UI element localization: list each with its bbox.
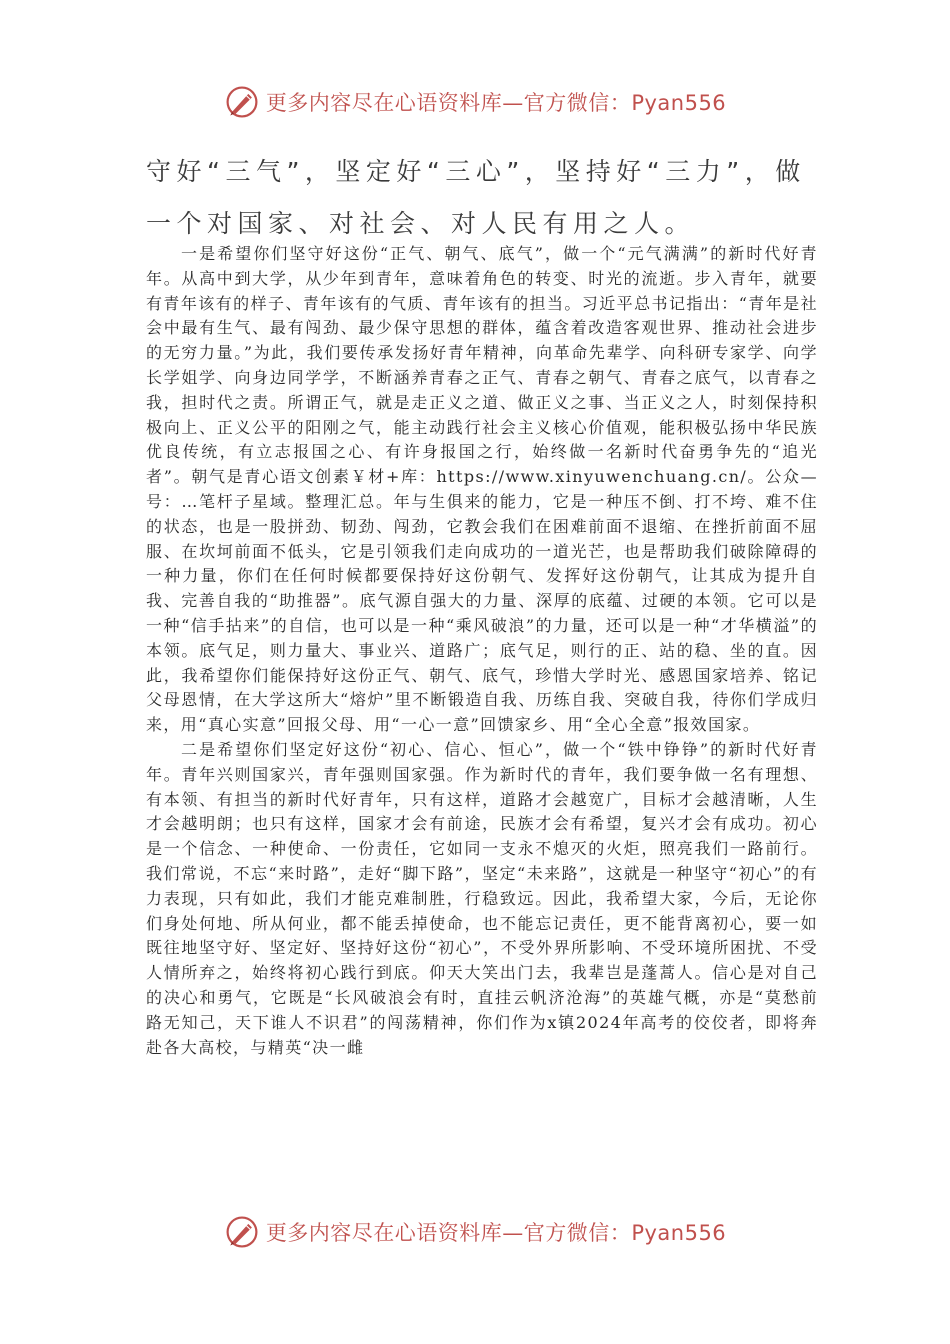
paragraph: 二是希望你们坚定好这份“初心、信心、恒心”，做一个“铁中铮铮”的新时代好青年。青年兴则国家兴，青年强则国家强。作为新时代的青年，我们要争做一名有理想、有本领、有担当的新时代好青年，只有这样，道路才会越宽广，目标才会越清晰，人生才会越明朗；也只有这样，国家才会有前途，民族才会有希望，复兴才会有成功。初心是一个信念、一种使命、一份责任，它如同一支永不熄灭的火炬，照亮我们一路前行。我们常说，不忘“来时路”，走好“脚下路”，坚定“未来路”，这就是一种坚守“初心”的有力表现，只有如此，我们才能克难制胜，行稳致远。因此，我希望大家，今后，无论你们身处何地、所从何业，都不能丢掉使命，也不能忘记责任，更不能背离初心，要一如既往地坚守好、坚定好、坚持好这份“初心”，不受外界所影响、不受环境所困扰、不受人情所弃之，始终将初心践行到底。仰天大笑出门去，我辈岂是蓬蒿人。信心是对自己的决心和勇气，它既是“长风破浪会有时，直挂云帆济沧海”的英雄气概，亦是“莫愁前路无知己，天下谁人不识君”的闯荡精神，你们作为x镇2024年高考的佼佼者，即将奔赴各大高校，与精英“决一雌	[146, 739, 818, 1057]
header-wechat-id: Pyan556	[631, 91, 727, 115]
header-banner-text: 更多内容尽在心语资料库—官方微信：Pyan556	[265, 91, 727, 115]
article-body	[146, 242, 818, 1060]
footer-wechat-id: Pyan556	[631, 1221, 727, 1245]
header-banner	[0, 82, 950, 122]
section-heading: 守好“三气”，坚定好“三心”，坚持好“三力”，做一个对国家、对社会、对人民有用之人。	[146, 157, 806, 238]
pen-logo-icon	[224, 1214, 260, 1250]
pen-logo-icon	[224, 84, 260, 120]
paragraph: 一是希望你们坚守好这份“正气、朝气、底气”，做一个“元气满满”的新时代好青年。从高中到大学，从少年到青年，意味着角色的转变、时光的流逝。步入青年，就要有青年该有的样子、青年该有的气质、青年该有的担当。习近平总书记指出：“青年是社会中最有生气、最有闯劲、最少保守思想的群体，蕴含着改造客观世界、推动社会进步的无穷力量。”为此，我们要传承发扬好青年精神，向革命先辈学、向科研专家学、向学长学姐学、向身边同学学，不断涵养青春之正气、青春之朝气、青春之底气，以青春之我，担时代之责。所谓正气，就是走正义之道、做正义之事、当正义之人，时刻保持积极向上、正义公平的阳刚之气，能主动践行社会主义核心价值观，能积极弘扬中华民族优良传统，有立志报国之心、有许身报国之行，始终做一名新时代奋勇争先的“追光者”。朝气是青心语文创素￥材+库：https://www.xinyuwenchuang.cn/。公众—号：…笔杆子星域。整理汇总。年与生俱来的能力，它是一种压不倒、打不垮、难不住的状态，也是一股拼劲、韧劲、闯劲，它教会我们在困难前面不退缩、在挫折前面不屈服、在坎坷前面不低头，它是引领我们走向成功的一道光芒，也是帮助我们破除障碍的一种力量，你们在任何时候都要保持好这份朝气、发挥好这份朝气，让其成为提升自我、完善自我的“助推器”。底气源自强大的力量、深厚的底蕴、过硬的本领。它可以是一种“信手拈来”的自信，也可以是一种“乘风破浪”的力量，还可以是一种“才华横溢”的本领。底气足，则力量大、事业兴、道路广；底气足，则行的正、站的稳、坐的直。因此，我希望你们能保持好这份正气、朝气、底气，珍惜大学时光、感恩国家培养、铭记父母恩情，在大学这所大“熔炉”里不断锻造自我、历练自我、突破自我，待你们学成归来，用“真心实意”回报父母、用“一心一意”回馈家乡、用“全心全意”报效国家。	[146, 244, 818, 735]
footer-banner-text: 更多内容尽在心语资料库—官方微信：Pyan556	[265, 1221, 727, 1245]
footer-banner	[0, 1212, 950, 1252]
